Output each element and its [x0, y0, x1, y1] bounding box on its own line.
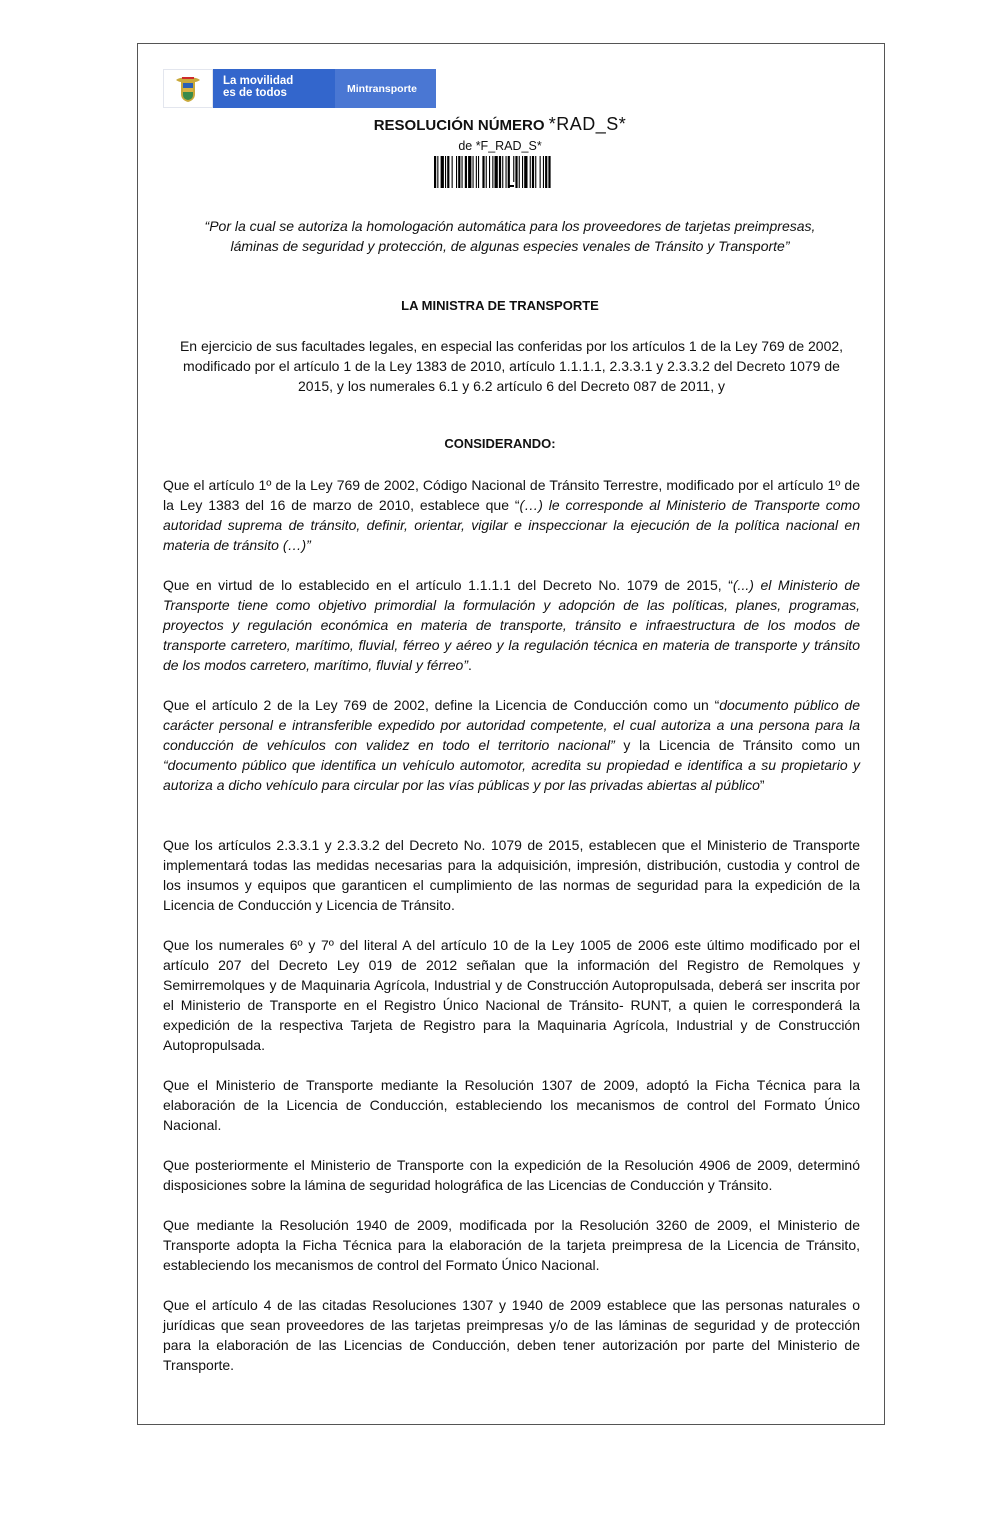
preamble-line-1: En ejercicio de sus facultades legales, en especial las conferidas por los artículos 1 de la Ley 769 de 2002, [179, 338, 844, 354]
paragraph-9: Que el artículo 4 de las citadas Resoluciones 1307 y 1940 de 2009 establece que las personas naturales o jurídicas que sean proveedores de las tarjetas preimpresas y/o de las láminas de seguridad y de protección para la elaboración de las Licencias de Conducción, deben tener autorización por parte del Ministerio de Transporte. [163, 1297, 860, 1373]
resolution-title [0, 114, 1000, 135]
paragraph-3-text: Que el artículo 2 de la Ley 769 de 2002, define la Licencia de Conducción como un “ [163, 697, 720, 713]
resolution-subject [170, 216, 850, 256]
paragraph-1 [163, 475, 860, 555]
paragraph-2-text: Que en virtud de lo establecido en el artículo 1.1.1.1 del Decreto No. 1079 de 2015, “ [163, 577, 733, 593]
paragraph-4: Que los artículos 2.3.3.1 y 2.3.3.2 del Decreto No. 1079 de 2015, establecen que el Ministerio de Transporte implementará todas las medidas necesarias para la adquisición, impresión, distribución, custodia y control de los insumos y equipos que garanticen el cumplimiento de las normas de seguridad para la expedición de la Licencia de Conducción y Licencia de Tránsito. [163, 837, 860, 913]
paragraph-2-end: . [468, 657, 472, 673]
considering-heading: CONSIDERANDO: [444, 436, 556, 451]
paragraph-7: Que posteriormente el Ministerio de Transporte con la expedición de la Resolución 4906 de 2009, determinó disposiciones sobre la lámina de seguridad holográfica de las Licencias de Conducción y Tránsito. [163, 1157, 860, 1193]
authority-heading: LA MINISTRA DE TRANSPORTE [401, 298, 599, 313]
paragraph-3 [163, 695, 860, 795]
paragraph-3-end: ” [759, 777, 765, 793]
preamble-line-3: 2015, y los numerales 6.1 y 6.2 artículo 6 del Decreto 087 de 2011, y [298, 378, 725, 394]
paragraph-5: Que los numerales 6º y 7º del literal A del artículo 10 de la Ley 1005 de 2006 este último modificado por el artículo 207 del Decreto Ley 019 de 2012 señalan que la información del Registro de Remolques y Semirremolques y de Maquinaria Agrícola, Industrial y de Construcción Autopropulsada, deberá ser inscrita por el Ministerio de Transporte en el Registro Único Nacional de Tránsito- RUNT, a quien le corresponderá la expedición de la respectiva Tarjeta de Registro para la Maquinaria Agrícola, Industrial y de Construcción Autopropulsada. [163, 937, 860, 1053]
resolution-date: de *F_RAD_S* [458, 139, 542, 153]
ministry-name: Mintransporte [335, 69, 436, 108]
colombia-coat-of-arms-icon [173, 74, 203, 104]
paragraph-2 [163, 575, 860, 675]
resolution-label: RESOLUCIÓN NÚMERO [373, 117, 545, 134]
subject-line-2: láminas de seguridad y protección, de algunas especies venales de Tránsito y Transporte” [230, 238, 790, 254]
paragraph-3-quote-2: “documento público que identifica un vehículo automotor, acredita su propiedad e identifica a su propietario y autoriza a dicho vehículo para circular por las vías públicas y por las privadas abiertas al público [163, 757, 860, 793]
preamble-line-2: modificado por el artículo 1 de la Ley 1383 de 2010, artículo 1.1.1.1, 2.3.3.1 y 2.3.3.2 del Decreto 1079 de [183, 358, 840, 374]
preamble [163, 336, 860, 396]
subject-line-1: “Por la cual se autoriza la homologación automática para los proveedores de tarjetas preimpresas, [204, 218, 816, 234]
paragraph-1-text: Que el artículo 1º de la Ley 769 de 2002, Código Nacional de Tránsito Terrestre, modificado por el artículo 1º de la Ley 1383 del 16 de marzo de 2010, establece que “ [163, 477, 860, 513]
paragraph-8: Que mediante la Resolución 1940 de 2009, modificada por la Resolución 3260 de 2009, el Ministerio de Transporte adopta la Ficha Técnica para la elaboración de la tarjeta preimpresa de la Licencia de Tránsito, estableciendo los mecanismos de control del Formato Único Nacional. [163, 1217, 860, 1273]
barcode-icon [434, 156, 586, 188]
paragraph-2-quote: (...) el Ministerio de Transporte tiene como objetivo primordial la formulación y adopción de las políticas, planes, programas, proyectos y regulación económica en materia de transporte, tránsito e infraestructura de los modos de transporte carretero, marítimo, fluvial, férreo y aéreo y la regulación técnica en materia de transporte y tránsito de los modos carretero, marítimo, fluvial y férreo” [163, 577, 860, 673]
seal-container [163, 69, 213, 108]
ministry-logo [163, 69, 436, 108]
slogan [213, 69, 335, 108]
paragraph-3-middle: y la Licencia de Tránsito como un [614, 737, 860, 753]
resolution-number: *RAD_S* [548, 114, 627, 134]
paragraph-6: Que el Ministerio de Transporte mediante la Resolución 1307 de 2009, adoptó la Ficha Técnica para la elaboración de la Licencia de Conducción, estableciendo los mecanismos de control del Formato Único Nacional. [163, 1077, 860, 1133]
slogan-line-2: es de todos [223, 87, 287, 99]
slogan-line-1: La movilidad [223, 75, 294, 87]
paragraph-1-quote: (…) le corresponde al Ministerio de Transporte como autoridad suprema de tránsito, definir, orientar, vigilar e inspeccionar la ejecución de la política nacional en materia de tránsito (…)” [163, 497, 860, 553]
paragraph-3-quote-1: documento público de carácter personal e intransferible expedido por autoridad competente, el cual autoriza a una persona para la conducción de vehículos con validez en todo el territorio nacional” [163, 697, 860, 753]
